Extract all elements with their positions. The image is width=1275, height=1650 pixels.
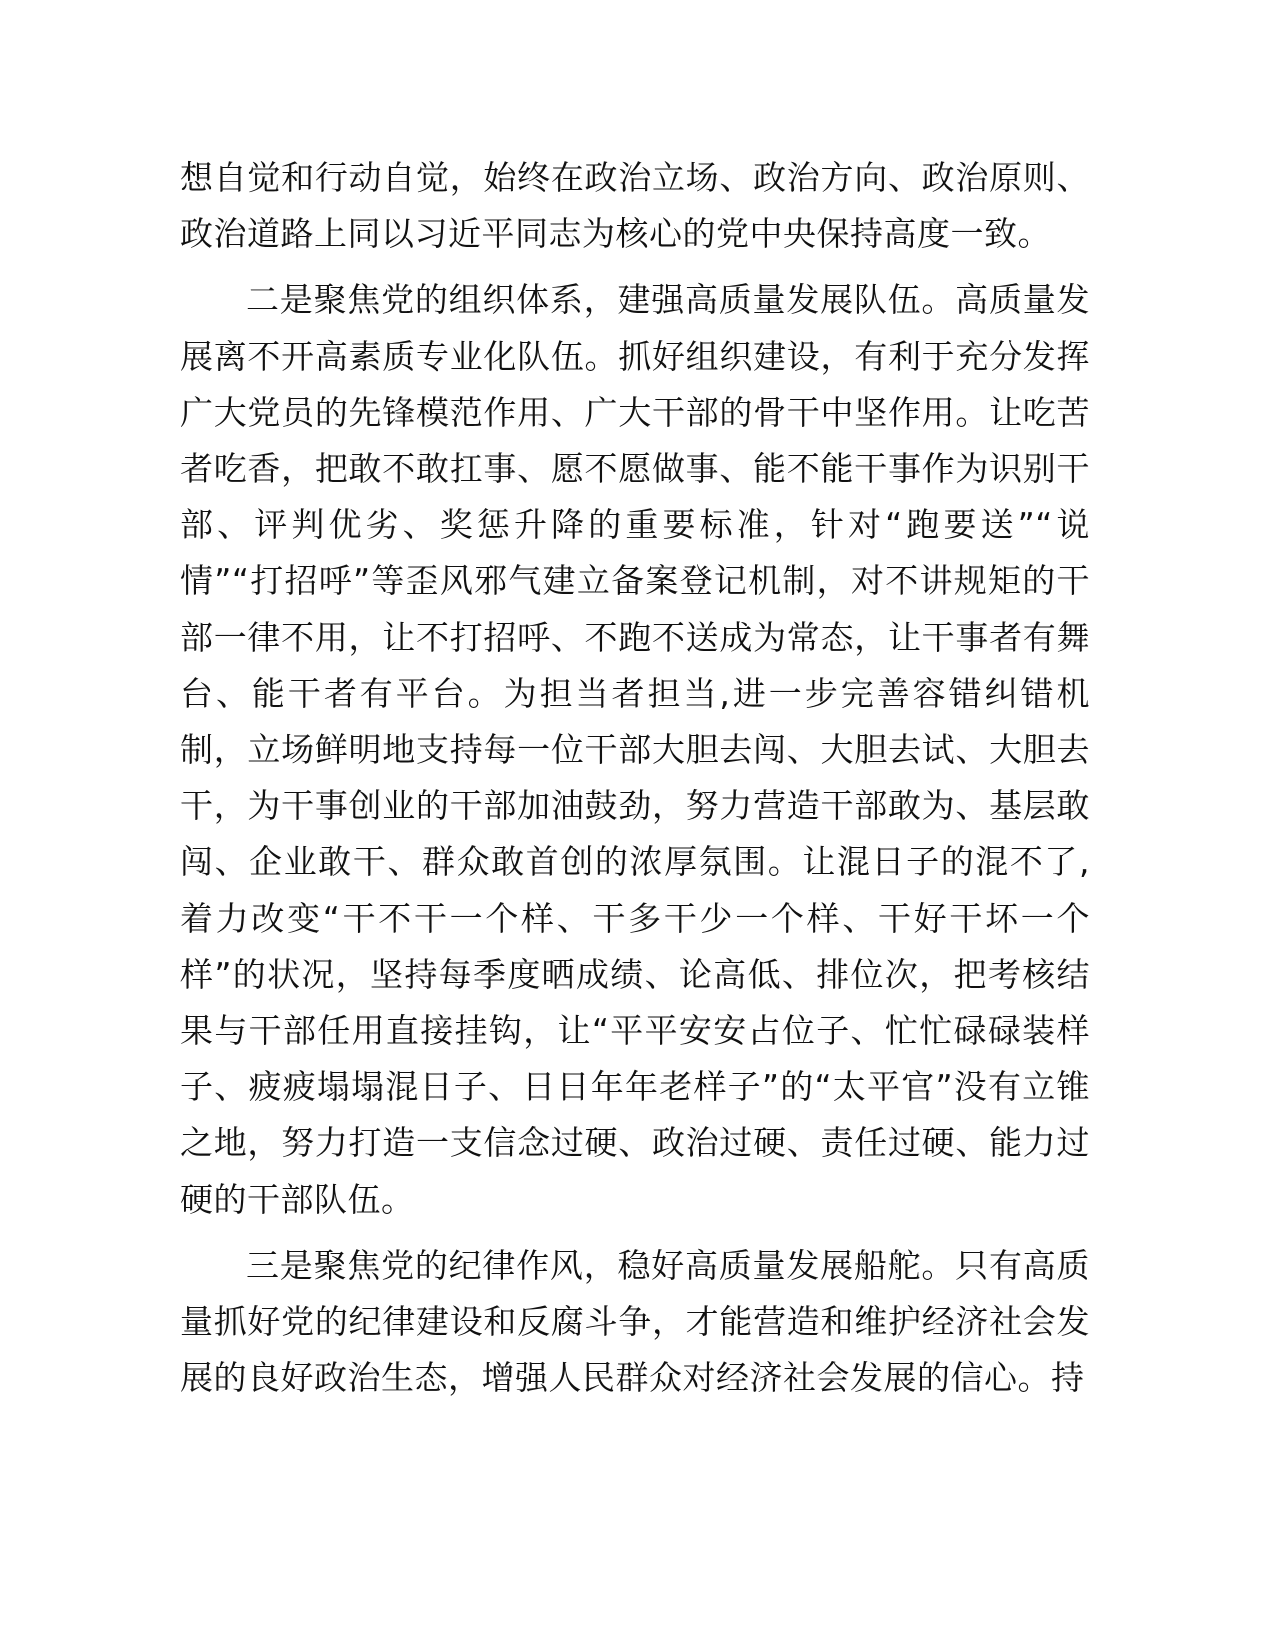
paragraph-point-three: 三是聚焦党的纪律作风，稳好高质量发展船舵。只有高质量抓好党的纪律建设和反腐斗争，才能营造和维护经济社会发展的良好政治生态，增强人民群众对经济社会发展的信心。持 [180, 1245, 1090, 1398]
paragraph-point-two: 二是聚焦党的组织体系，建强高质量发展队伍。高质量发展离不开高素质专业化队伍。抓好组织建设，有利于充分发挥广大党员的先锋模范作用、广大干部的骨干中坚作用。让吃苦者吃香，把敢不敢扛事、愿不愿做事、能不能干事作为识别干部、评判优劣、奖惩升降的重要标准，针对“跑要送”“说情”“打招呼”等歪风邪气建立备案登记机制，对不讲规矩的干部一律不用，让不打招呼、不跑不送成为常态，让干事者有舞台、能干者有平台。为担当者担当,进一步完善容错纠错机制，立场鲜明地支持每一位干部大胆去闯、大胆去试、大胆去干，为干事创业的干部加油鼓劲，努力营造干部敢为、基层敢闯、企业敢干、群众敢首创的浓厚氛围。让混日子的混不了,着力改变“干不干一个样、干多干少一个样、干好干坏一个样”的状况，坚持每季度晒成绩、论高低、排位次，把考核结果与干部任用直接挂钩，让“平平安安占位子、忙忙碌碌装样子、疲疲塌塌混日子、日日年年老样子”的“太平官”没有立锥之地，努力打造一支信念过硬、政治过硬、责任过硬、能力过硬的干部队伍。 [180, 280, 1090, 1219]
document-body [180, 150, 1090, 1406]
paragraph-continuation: 想自觉和行动自觉，始终在政治立场、政治方向、政治原则、政治道路上同以习近平同志为核心的党中央保持高度一致。 [180, 158, 1090, 254]
